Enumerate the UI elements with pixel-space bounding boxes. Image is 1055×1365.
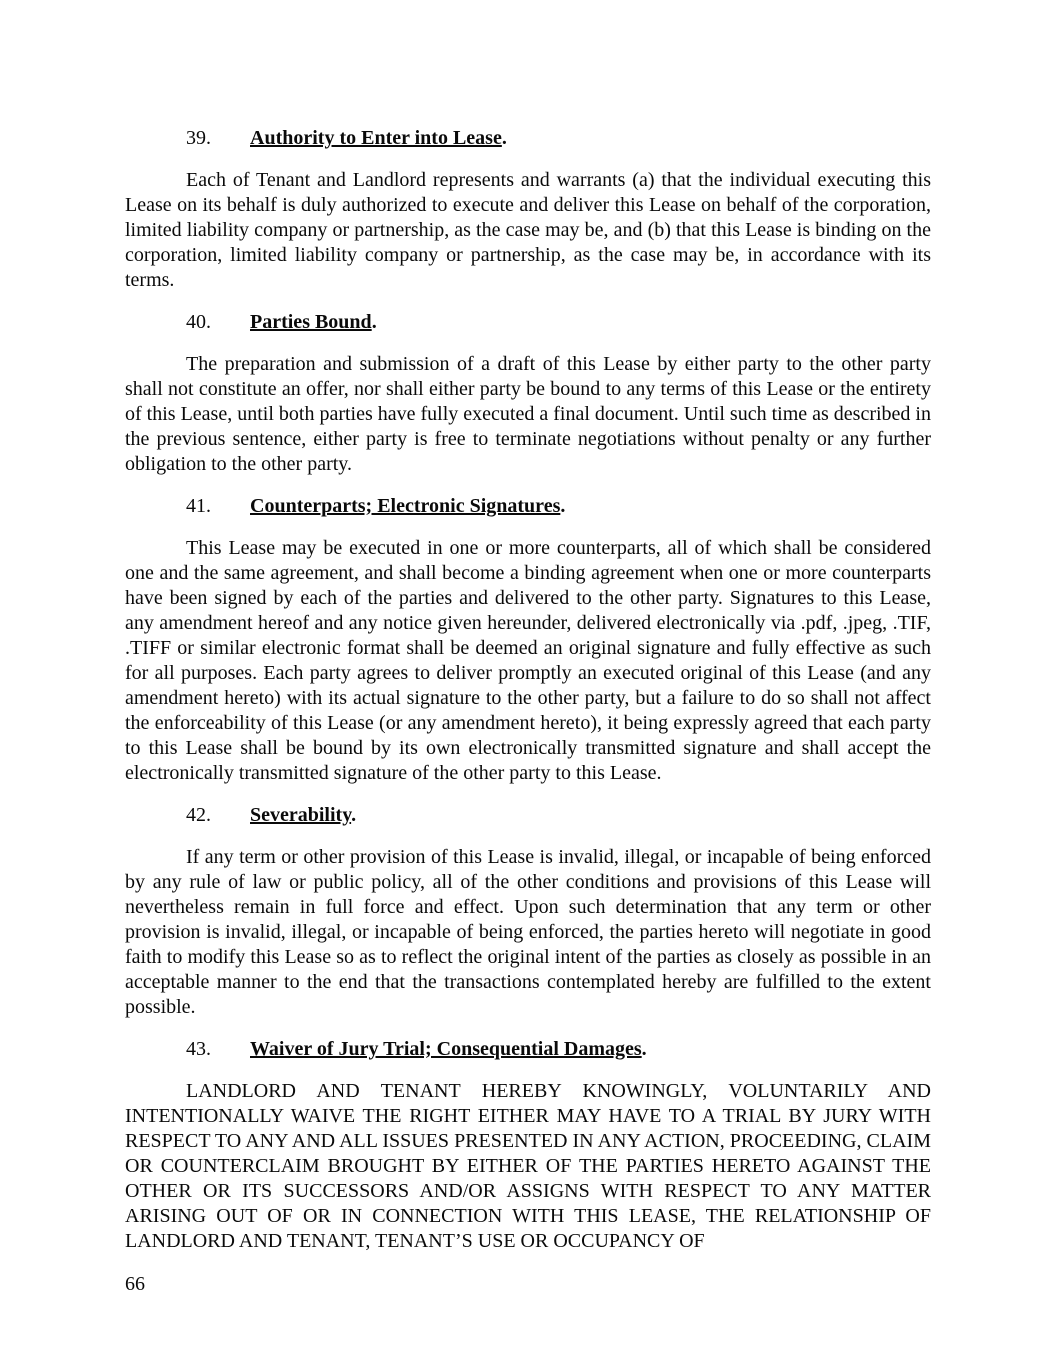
section-heading-40 — [125, 310, 931, 335]
section-paragraph-41: This Lease may be executed in one or more counterparts, all of which shall be considered one and the same agreement, and shall become a binding agreement when one or more counterparts have been signed by each of the parties and delivered to the other party. Signatures to this Lease, any amendment hereof and any notice given hereunder, delivered electronically via .pdf, .jpeg, .TIF, .TIFF or similar electronic format shall be deemed an original signature and fully effective as such for all purposes. Each party agrees to deliver promptly an executed original of this Lease (and any amendment hereto) with its actual signature to the other party, but a failure to do so shall not affect the enforceability of this Lease (or any amendment hereto), it being expressly agreed that each party to this Lease shall be bound by its own electronically transmitted signature and shall accept the electronically transmitted signature of the other party to this Lease. — [125, 537, 931, 784]
section-number: 41. — [186, 495, 211, 517]
section-paragraph-39: Each of Tenant and Landlord represents and warrants (a) that the individual executing this Lease on its behalf is duly authorized to execute and deliver this Lease on behalf of the corporation, limited liability company or partnership, as the case may be, and (b) that this Lease is binding on the corporation, limited liability company or partnership, as the case may be, in accordance with its terms. — [125, 169, 931, 291]
section-number: 39. — [186, 127, 211, 149]
section-number: 42. — [186, 804, 211, 826]
section-heading-41 — [125, 494, 931, 519]
section-heading-39 — [125, 126, 931, 151]
section-heading-42 — [125, 803, 931, 828]
section-paragraph-40: The preparation and submission of a draft of this Lease by either party to the other party shall not constitute an offer, nor shall either party be bound to any terms of this Lease or the entirety of this Lease, until both parties have fully executed a final document. Until such time as described in the previous sentence, either party is free to terminate negotiations without penalty or any further obligation to the other party. — [125, 353, 931, 475]
page-number: 66 — [125, 1273, 145, 1295]
section-title: Parties Bound — [250, 311, 372, 333]
heading-period: . — [641, 1038, 647, 1060]
section-title: Waiver of Jury Trial; Consequential Damages — [250, 1038, 642, 1060]
lease-text-block — [125, 126, 931, 1271]
section-title: Authority to Enter into Lease — [250, 127, 502, 149]
heading-period: . — [371, 311, 377, 333]
section-title: Severability — [250, 804, 352, 826]
section-paragraph-42: If any term or other provision of this Lease is invalid, illegal, or incapable of being enforced by any rule of law or public policy, all of the other conditions and provisions of this Lease will nevertheless remain in full force and effect. Upon such determination that any term or other provision is invalid, illegal, or incapable of being enforced, the parties hereto will negotiate in good faith to modify this Lease so as to reflect the original intent of the parties as closely as possible in an acceptable manner to the end that the transactions contemplated hereby are fulfilled to the extent possible. — [125, 846, 931, 1018]
heading-period: . — [501, 127, 507, 149]
heading-period: . — [560, 495, 566, 517]
section-number: 43. — [186, 1038, 211, 1060]
section-heading-43 — [125, 1037, 931, 1062]
section-title: Counterparts; Electronic Signatures — [250, 495, 561, 517]
section-number: 40. — [186, 311, 211, 333]
section-paragraph-43: LANDLORD AND TENANT HEREBY KNOWINGLY, VOLUNTARILY AND INTENTIONALLY WAIVE THE RIGHT EITHER MAY HAVE TO A TRIAL BY JURY WITH RESPECT TO ANY AND ALL ISSUES PRESENTED IN ANY ACTION, PROCEEDING, CLAIM OR COUNTERCLAIM BROUGHT BY EITHER OF THE PARTIES HERETO AGAINST THE OTHER OR ITS SUCCESSORS AND/OR ASSIGNS WITH RESPECT TO ANY MATTER ARISING OUT OF OR IN CONNECTION WITH THIS LEASE, THE RELATIONSHIP OF LANDLORD AND TENANT, TENANT’S USE OR OCCUPANCY OF — [125, 1080, 931, 1252]
heading-period: . — [351, 804, 357, 826]
